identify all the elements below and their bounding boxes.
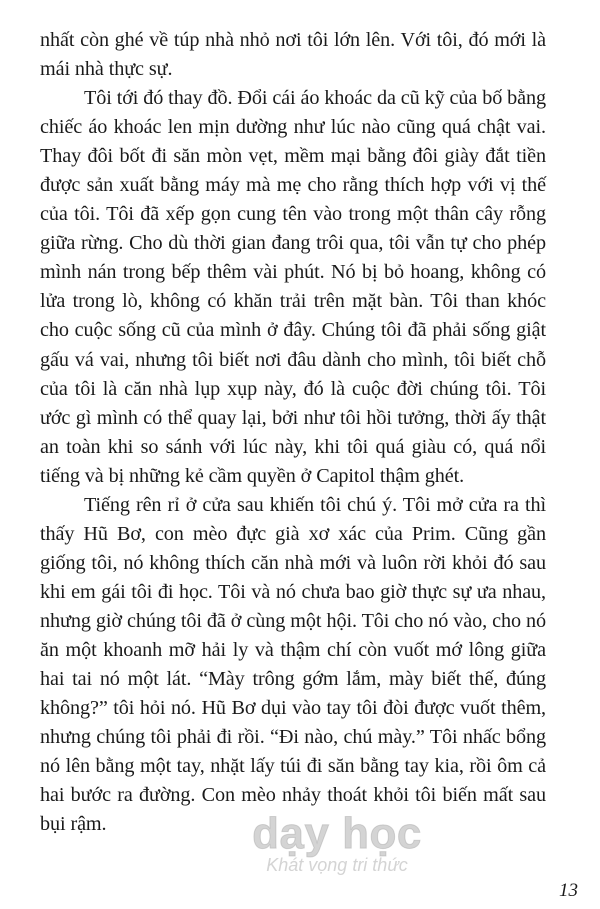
watermark-slogan: Khát vọng tri thức: [266, 855, 408, 875]
paragraph-changing-clothes: Tôi tới đó thay đồ. Đổi cái áo khoác da cũ kỹ của bố bằng chiếc áo khoác len mịn dường như lúc nào cũng quá chật vai. Thay đôi bốt đi săn mòn vẹt, mềm mại bằng đôi giày đắt tiền được sản xuất bằng máy mà mẹ cho rằng thích hợp với vị thế của tôi. Tôi đã xếp gọn cung tên vào trong một thân cây rỗng giữa rừng. Cho dù thời gian đang trôi qua, tôi vẫn tự cho phép mình nán trong bếp thêm vài phút. Nó bị bỏ hoang, không có lửa trong lò, không có khăn trải trên mặt bàn. Tôi than khóc cho cuộc sống cũ của mình ở đây. Chúng tôi đã phải sống giật gấu vá vai, nhưng tôi biết nơi đâu dành cho mình, tôi biết chỗ của tôi là căn nhà lụp xụp này, đó là cuộc đời chúng tôi. Tôi ước gì mình có thể quay lại, bởi như tôi hồi tưởng, thời ấy thật an toàn khi so sánh với lúc này, khi tôi quá giàu có, quá nổi tiếng và bị những kẻ cầm quyền ở Capitol thậm ghét.: [40, 87, 546, 487]
paragraph-cat-buttercup: Tiếng rên rỉ ở cửa sau khiến tôi chú ý. Tôi mở cửa ra thì thấy Hũ Bơ, con mèo đực già xơ xác của Prim. Cũng gần giống tôi, nó không thích căn nhà mới và luôn rời khỏi đó sau khi em gái tôi đi học. Tôi và nó chưa bao giờ thực sự ưa nhau, nhưng giờ chúng tôi đã ở cùng một hội. Tôi cho nó vào, cho nó ăn một khoanh mỡ hải ly và thậm chí còn vuốt mớ lông giữa hai tai nó một lát. “Mày trông gớm lắm, mày biết thế, đúng không?” tôi hỏi nó. Hũ Bơ dụi vào tay tôi đòi được vuốt thêm, nhưng chúng tôi phải đi rồi. “Đi nào, chú mày.” Tôi nhấc bổng nó lên bằng một tay, nhặt lấy túi đi săn bằng tay kia, rồi ôm cả hai bước ra đường. Con mèo nhảy thoát khỏi tôi biến mất sau bụi rậm.: [40, 493, 546, 836]
watermark-logo-text: dạy học: [252, 809, 422, 858]
paragraph-continuation: nhất còn ghé về túp nhà nhỏ nơi tôi lớn lên. Với tôi, đó mới là mái nhà thực sự.: [40, 29, 546, 81]
page-number: 13: [559, 880, 578, 901]
body-text: [40, 26, 546, 839]
